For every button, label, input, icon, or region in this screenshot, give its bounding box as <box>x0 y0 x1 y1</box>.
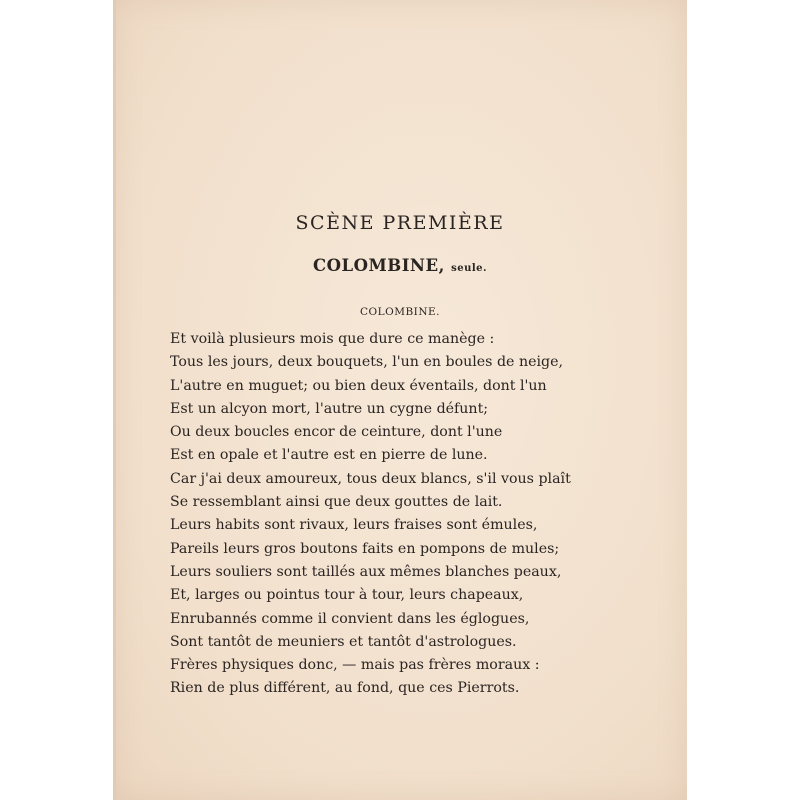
verse-line: Enrubannés comme il convient dans les églogues, <box>170 610 530 627</box>
character-note: seule. <box>451 263 487 274</box>
verse-line: Tous les jours, deux bouquets, l'un en boules de neige, <box>170 354 564 371</box>
verse-line: Est un alcyon mort, l'autre un cygne défunt; <box>170 400 489 417</box>
verse-line: Car j'ai deux amoureux, tous deux blancs, s'il vous plaît <box>170 470 571 487</box>
verse-line: Se ressemblant ainsi que deux gouttes de lait. <box>170 494 503 511</box>
verse-line: Est en opale et l'autre est en pierre de lune. <box>170 447 488 464</box>
verse-line: Leurs souliers sont taillés aux mêmes blanches peaux, <box>170 563 562 580</box>
verse-line: Rien de plus différent, au fond, que ces Pierrots. <box>170 680 520 697</box>
verse-line: Et, larges ou pointus tour à tour, leurs chapeaux, <box>170 587 524 604</box>
verse-line: Frères physiques donc, — mais pas frères moraux : <box>170 657 540 674</box>
verse-line: Pareils leurs gros boutons faits en pompons de mules; <box>170 540 560 557</box>
verse-line: Sont tantôt de meuniers et tantôt d'astrologues. <box>170 633 517 650</box>
speaker-label: COLOMBINE. <box>359 306 441 318</box>
verse-line: Et voilà plusieurs mois que dure ce manège : <box>170 331 495 347</box>
scene-title: SCÈNE PREMIÈRE <box>295 212 505 234</box>
book-page <box>113 0 687 800</box>
verse-line: Leurs habits sont rivaux, leurs fraises sont émules, <box>170 517 538 534</box>
character-name: COLOMBINE, <box>313 256 445 275</box>
verse-block <box>170 328 680 701</box>
verse-line: Ou deux boucles encor de ceinture, dont l'une <box>170 424 503 441</box>
page-edge <box>113 0 116 800</box>
character-heading <box>113 256 687 275</box>
verse-line: L'autre en muguet; ou bien deux éventails, dont l'un <box>170 377 547 394</box>
